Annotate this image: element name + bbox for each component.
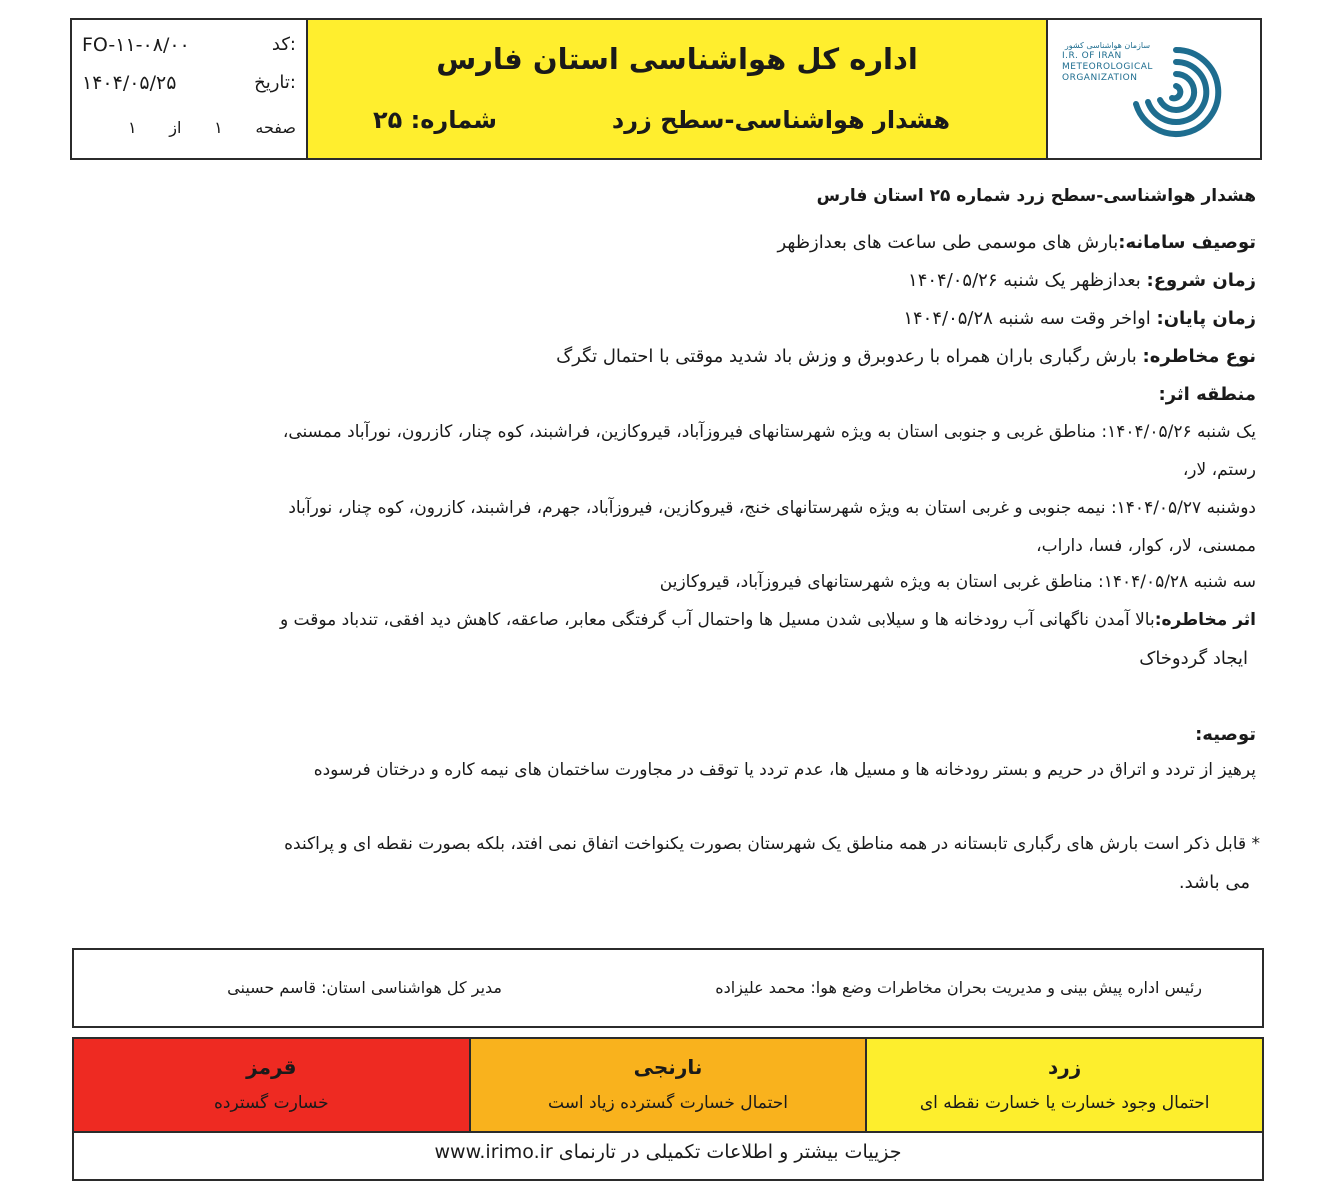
end-value: اواخر وقت سه شنبه ۱۴۰۴/۰۵/۲۸ (903, 308, 1157, 329)
end-row (903, 308, 1256, 329)
forecast-head-signature: رئیس اداره پیش بینی و مدیریت بحران مخاطرات وضع هوا: محمد علیزاده (715, 978, 1202, 997)
area-line-1b: رستم، لار، (1182, 460, 1256, 480)
system-row (778, 232, 1257, 253)
level-orange (471, 1039, 868, 1131)
date-value: ۱۴۰۴/۰۵/۲۵ (82, 72, 177, 94)
warning-levels-legend (72, 1037, 1264, 1133)
director-signature: مدیر کل هواشناسی استان: قاسم حسینی (227, 978, 502, 997)
body-heading: هشدار هواشناسی-سطح زرد شماره ۲۵ استان فارس (816, 186, 1256, 206)
meteorological-organization-emblem-icon (1126, 42, 1226, 142)
level-yellow-desc: احتمال وجود خسارت یا خسارت نقطه ای (919, 1093, 1210, 1113)
area-line-2b: ممسنی، لار، کوار، فسا، داراب، (1036, 536, 1256, 556)
level-red-desc: خسارت گسترده (213, 1093, 329, 1113)
start-value: بعدازظهر یک شنبه ۱۴۰۴/۰۵/۲۶ (908, 270, 1147, 291)
org-title: اداره کل هواشناسی استان فارس (436, 42, 918, 76)
page-row (82, 118, 296, 137)
signatures-box (72, 948, 1264, 1028)
code-value: FO-۱۱-۰۸/۰۰ (82, 34, 190, 56)
page-num: ۱ (214, 118, 223, 137)
level-orange-desc: احتمال خسارت گسترده زیاد است (548, 1093, 789, 1113)
page-total: ۱ (128, 118, 137, 137)
warning-title: هشدار هواشناسی-سطح زرد (611, 106, 950, 134)
hazard-value: بارش رگباری باران همراه با رعدوبرق و وزش باد شدید موقتی با احتمال تگرگ (556, 346, 1143, 367)
code-row (82, 34, 296, 56)
level-yellow-name: زرد (1048, 1055, 1082, 1079)
level-red-name: قرمز (246, 1055, 297, 1079)
header-title-area (308, 20, 1048, 158)
logo (1048, 20, 1260, 158)
document-meta (72, 20, 308, 158)
document-header (70, 18, 1262, 160)
logo-text-en-3: ORGANIZATION (1062, 73, 1138, 83)
page-of: از (169, 118, 182, 137)
area-line-1a: یک شنبه ۱۴۰۴/۰۵/۲۶: مناطق غربی و جنوبی استان به ویژه شهرستانهای فیروزآباد، قیروکازین، فراشبند، کوه چنار، کازرون، نورآباد ممسنی، (282, 422, 1256, 442)
hazard-label: نوع مخاطره: (1142, 346, 1256, 367)
area-label: منطقه اثر: (1158, 384, 1256, 405)
note-line-b: می باشد. (1178, 872, 1250, 893)
advice-value: پرهیز از تردد و اتراق در حریم و بستر رودخانه ها و مسیل ها، عدم تردد یا توقف در مجاورت ساختمان های نیمه کاره و درختان فرسوده (313, 760, 1256, 780)
logo-text-en-2: METEOROLOGICAL (1062, 62, 1153, 72)
start-label: زمان شروع: (1146, 270, 1256, 291)
level-yellow (867, 1039, 1262, 1131)
effect-label: اثر مخاطره: (1154, 610, 1256, 630)
start-row (908, 270, 1256, 291)
advice-label: توصیه: (1195, 724, 1256, 745)
system-value: بارش های موسمی طی ساعت های بعدازظهر (777, 232, 1119, 253)
warning-number: شماره: ۲۵ (373, 106, 497, 134)
effect-value: بالا آمدن ناگهانی آب رودخانه ها و سیلابی شدن مسیل ها واحتمال آب گرفتگی معابر، صاعقه، کاهش دید افقی، تندباد موقت و (279, 610, 1155, 630)
date-label: تاریخ: (254, 72, 296, 93)
date-row (82, 72, 296, 94)
area-line-3: سه شنبه ۱۴۰۴/۰۵/۲۸: مناطق غربی استان به ویژه شهرستانهای فیروزآباد، قیروکازین (659, 572, 1256, 592)
page-label: صفحه (255, 118, 296, 137)
code-label: کد: (271, 34, 296, 55)
system-label: توصیف سامانه: (1118, 232, 1256, 253)
area-line-2a: دوشنبه ۱۴۰۴/۰۵/۲۷: نیمه جنوبی و غربی استان به ویژه شهرستانهای خنج، قیروکازین، فیروزآباد، جهرم، فراشبند، کازرون، کوه چنار، نورآباد (288, 498, 1256, 518)
logo-text-fa: سازمان هواشناسی کشور (1064, 41, 1151, 50)
logo-text-en-1: I.R. OF IRAN (1062, 51, 1122, 61)
website-info: جزییات بیشتر و اطلاعات تکمیلی در تارنمای www.irimo.ir (72, 1131, 1264, 1181)
end-label: زمان پایان: (1156, 308, 1256, 329)
level-orange-name: نارنجی (633, 1055, 703, 1079)
note-line-a: * قابل ذکر است بارش های رگباری تابستانه در همه مناطق یک شهرستان بصورت یکنواخت اتفاق نمی افتد، بلکه بصورت نقطه ای و پراکنده (284, 834, 1260, 854)
effect-row (280, 610, 1256, 630)
level-red (74, 1039, 471, 1131)
effect-line-b: ایجاد گردوخاک (1139, 648, 1248, 669)
hazard-row (556, 346, 1256, 367)
